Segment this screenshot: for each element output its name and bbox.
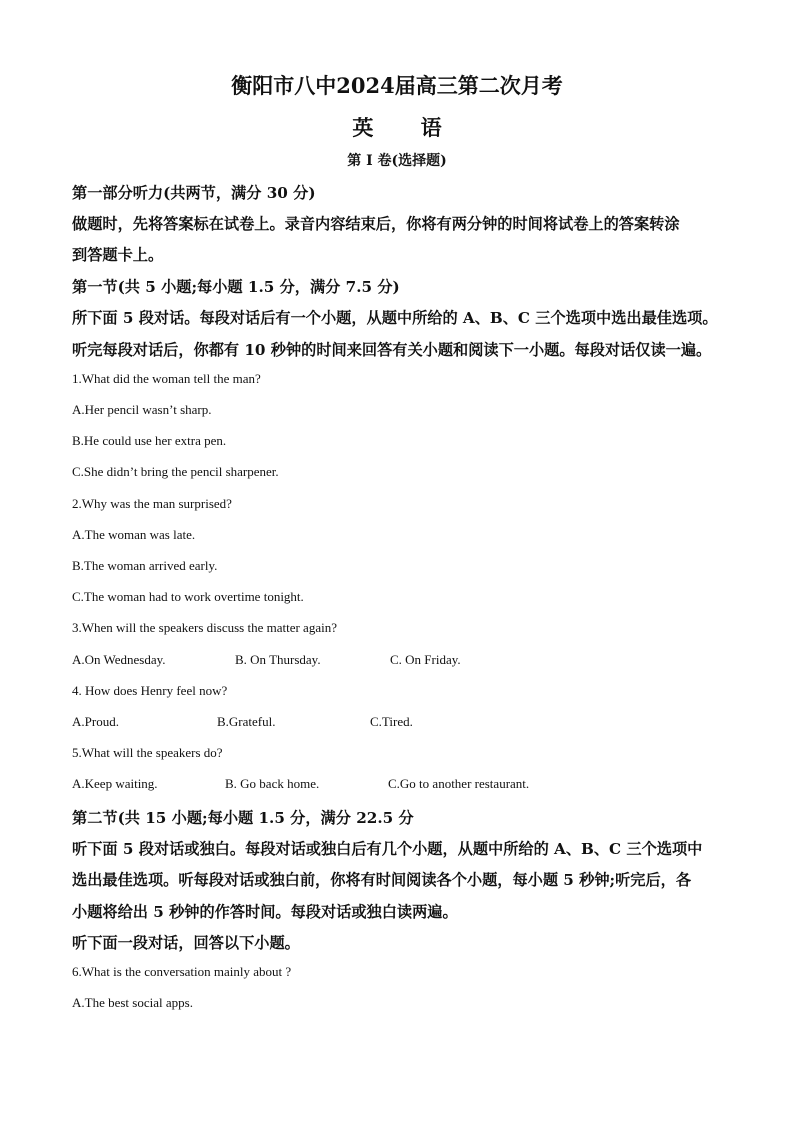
q5-option-c: C.Go to another restaurant.: [388, 776, 530, 791]
question-6: 6.What is the conversation mainly about ?: [72, 964, 292, 979]
part1-instructions-line2: 到答题卡上。: [72, 246, 164, 264]
question-1: 1.What did the woman tell the man?: [72, 371, 261, 386]
q4-option-a: A.Proud.: [72, 714, 119, 729]
question-2: 2.Why was the man surprised?: [72, 496, 232, 511]
q2-option-a: A.The woman was late.: [72, 527, 196, 542]
q4-option-b: B.Grateful.: [217, 714, 276, 729]
section2-instructions-line2: 选出最佳选项。听每段对话或独白前，你将有时间阅读各个小题，每小题 5 秒钟;听完后，各: [72, 871, 692, 889]
q5-option-a: A.Keep waiting.: [72, 776, 158, 791]
section1-instructions-line1: 所下面 5 段对话。每段对话后有一个小题，从题中所给的 A、B、C 三个选项中选出最佳选项。: [72, 309, 718, 327]
q3-option-b: B. On Thursday.: [235, 652, 321, 667]
question-4: 4. How does Henry feel now?: [72, 683, 228, 698]
exam-title: 衡阳市八中2024届高三第二次月考: [231, 73, 563, 98]
section2-prompt: 听下面一段对话，回答以下小题。: [72, 934, 300, 952]
section2-instructions-line1: 听下面 5 段对话或独白。每段对话或独白后有几个小题，从题中所给的 A、B、C 三个选项中: [72, 840, 703, 858]
q6-option-a: A.The best social apps.: [72, 995, 193, 1010]
q1-option-a: A.Her pencil wasn’t sharp.: [72, 402, 212, 417]
subject-title: 英 语: [352, 115, 462, 140]
q2-option-b: B.The woman arrived early.: [72, 558, 218, 573]
q1-option-c: C.She didn’t bring the pencil sharpener.: [72, 464, 279, 479]
section2-instructions-line3: 小题将给出 5 秒钟的作答时间。每段对话或独白读两遍。: [72, 903, 458, 921]
section1-instructions-line2: 听完每段对话后，你都有 10 秒钟的时间来回答有关小题和阅读下一小题。每段对话仅读一遍。: [72, 341, 712, 359]
question-3: 3.When will the speakers discuss the matter again?: [72, 620, 337, 635]
section2-heading: 第二节(共 15 小题;每小题 1.5 分，满分 22.5 分: [72, 809, 414, 827]
q1-option-b: B.He could use her extra pen.: [72, 433, 227, 448]
question-5: 5.What will the speakers do?: [72, 745, 223, 760]
q3-option-a: A.On Wednesday.: [72, 652, 166, 667]
volume-title: 第 I 卷(选择题): [347, 153, 447, 169]
part1-instructions-line1: 做题时，先将答案标在试卷上。录音内容结束后，你将有两分钟的时间将试卷上的答案转涂: [72, 215, 680, 233]
part1-heading: 第一部分听力(共两节，满分 30 分): [72, 184, 316, 202]
q2-option-c: C.The woman had to work overtime tonight.: [72, 589, 304, 604]
section1-heading: 第一节(共 5 小题;每小题 1.5 分，满分 7.5 分): [72, 278, 400, 296]
q3-option-c: C. On Friday.: [390, 652, 461, 667]
q5-option-b: B. Go back home.: [225, 776, 320, 791]
q4-option-c: C.Tired.: [370, 714, 413, 729]
